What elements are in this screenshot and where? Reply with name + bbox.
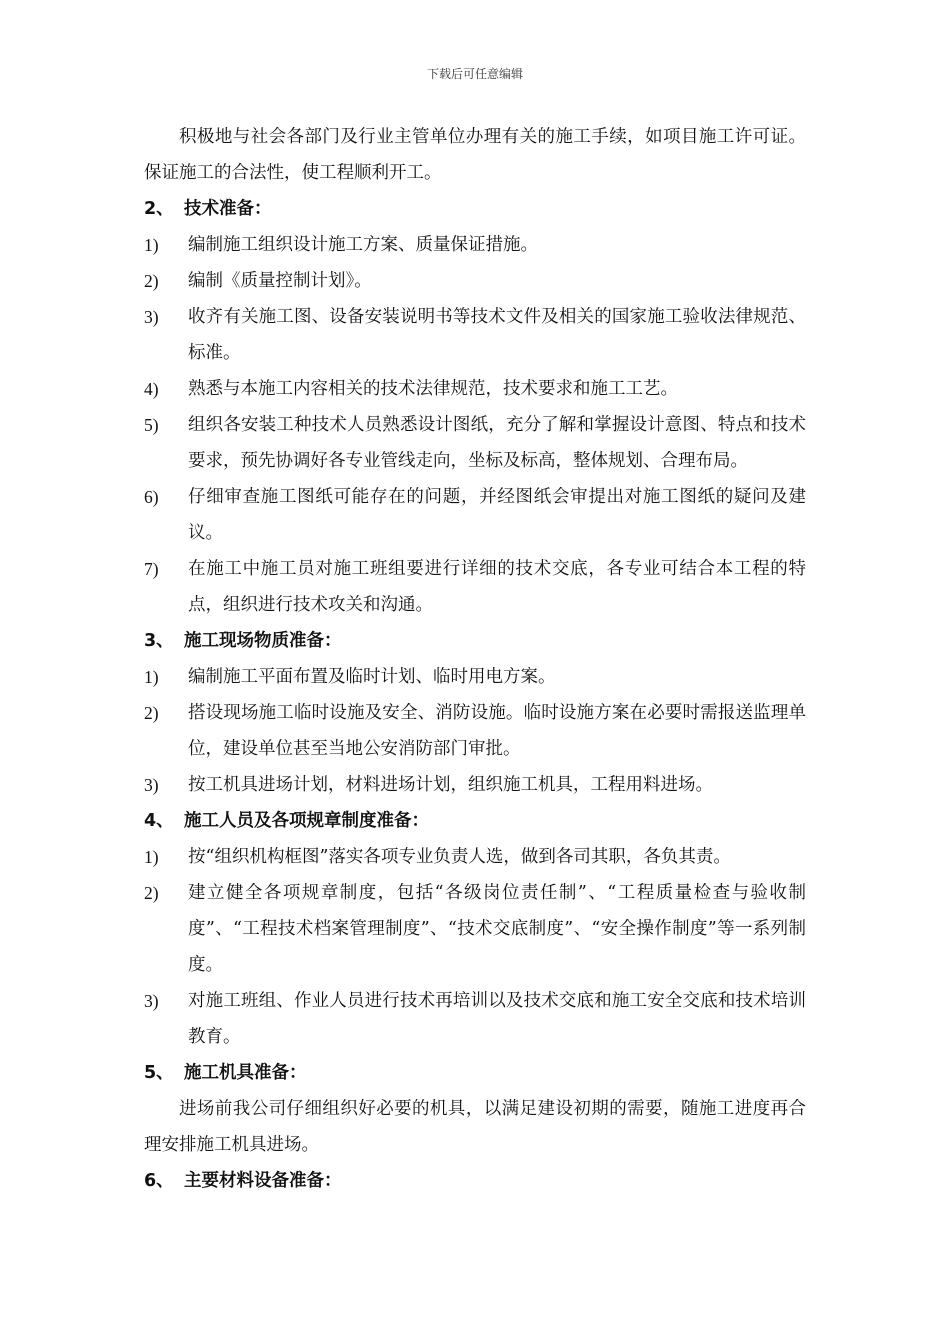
item-text: 组织各安装工种技术人员熟悉设计图纸，充分了解和掌握设计意图、特点和技术要求，预先协调好各专业管线走向，坐标及标高，整体规划、合理布局。 [188, 415, 806, 471]
section-heading-4 [144, 803, 806, 839]
item-number: 1) [144, 235, 159, 255]
item-number: 5) [144, 415, 159, 435]
section-number: 5、 [144, 1063, 174, 1083]
section-number: 3、 [144, 631, 174, 651]
list-item [144, 983, 806, 1055]
item-text: 建立健全各项规章制度，包括“各级岗位责任制”、“工程质量检查与验收制度”、“工程技术档案管理制度”、“技术交底制度”、“安全操作制度”等一系列制度。 [188, 883, 806, 975]
item-text: 编制施工平面布置及临时计划、临时用电方案。 [188, 667, 556, 687]
item-text: 按工机具进场计划，材料进场计划，组织施工机具，工程用料进场。 [188, 775, 713, 795]
item-text: 收齐有关施工图、设备安装说明书等技术文件及相关的国家施工验收法律规范、标准。 [188, 307, 806, 363]
item-text: 仔细审查施工图纸可能存在的问题，并经图纸会审提出对施工图纸的疑问及建议。 [188, 487, 806, 543]
item-number: 4) [144, 379, 159, 399]
section-heading-3 [144, 623, 806, 659]
section-number: 2、 [144, 199, 174, 219]
item-text: 在施工中施工员对施工班组要进行详细的技术交底，各专业可结合本工程的特点，组织进行技术攻关和沟通。 [188, 559, 806, 615]
list-item [144, 839, 806, 875]
item-number: 2) [144, 883, 159, 903]
item-number: 3) [144, 307, 159, 327]
item-text: 对施工班组、作业人员进行技术再培训以及技术交底和施工安全交底和技术培训教育。 [188, 991, 806, 1047]
item-text: 搭设现场施工临时设施及安全、消防设施。临时设施方案在必要时需报送监理单位，建设单位甚至当地公安消防部门审批。 [188, 703, 806, 759]
list-item [144, 695, 806, 767]
item-text: 编制施工组织设计施工方案、质量保证措施。 [188, 235, 538, 255]
section-heading-2 [144, 191, 806, 227]
document-body [144, 119, 806, 1199]
item-number: 6) [144, 487, 159, 507]
list-item [144, 767, 806, 803]
section-heading-5 [144, 1055, 806, 1091]
list-item [144, 479, 806, 551]
item-number: 3) [144, 775, 159, 795]
item-text: 按“组织机构框图”落实各项专业负责人选，做到各司其职，各负其责。 [188, 847, 731, 867]
section-title: 施工现场物质准备： [184, 631, 342, 651]
section-title: 技术准备： [184, 199, 272, 219]
page-header: 下载后可任意编辑 [426, 67, 523, 81]
section-heading-6 [144, 1163, 806, 1199]
list-item [144, 227, 806, 263]
list-item [144, 551, 806, 623]
intro-paragraph: 积极地与社会各部门及行业主管单位办理有关的施工手续，如项目施工许可证。保证施工的合法性，使工程顺利开工。 [144, 127, 806, 183]
section-title: 主要材料设备准备： [184, 1171, 342, 1191]
list-item [144, 407, 806, 479]
section-title: 施工机具准备： [184, 1063, 307, 1083]
section-number: 4、 [144, 811, 174, 831]
item-text: 编制《质量控制计划》。 [188, 271, 372, 291]
list-item [144, 299, 806, 371]
list-item [144, 371, 806, 407]
list-item [144, 875, 806, 983]
item-number: 7) [144, 559, 159, 579]
section-title: 施工人员及各项规章制度准备： [184, 811, 429, 831]
item-number: 1) [144, 667, 159, 687]
item-text: 熟悉与本施工内容相关的技术法律规范，技术要求和施工工艺。 [188, 379, 678, 399]
list-item [144, 659, 806, 695]
section-paragraph: 进场前我公司仔细组织好必要的机具，以满足建设初期的需要，随施工进度再合理安排施工机具进场。 [144, 1099, 806, 1155]
list-item [144, 263, 806, 299]
item-number: 2) [144, 271, 159, 291]
item-number: 3) [144, 991, 159, 1011]
item-number: 2) [144, 703, 159, 723]
item-number: 1) [144, 847, 159, 867]
section-number: 6、 [144, 1171, 174, 1191]
